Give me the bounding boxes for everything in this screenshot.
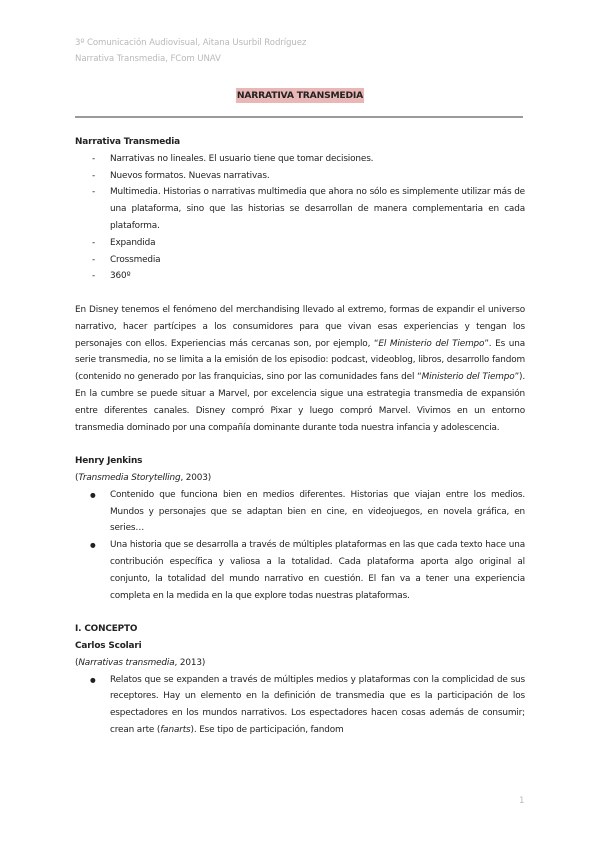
list-item: - 360º — [75, 268, 525, 285]
list-item — [75, 672, 525, 739]
citation-title: Narrativas transmedia — [78, 657, 175, 668]
header-author-line: 3º Comunicación Audiovisual, Aitana Usurbil Rodríguez — [75, 38, 307, 48]
spacer — [75, 436, 525, 453]
spacer — [75, 604, 525, 621]
italic-title: El Ministerio del Tiempo — [378, 338, 485, 349]
header-course-line: Narrativa Transmedia, FCom UNAV — [75, 54, 221, 64]
section-heading-concepto: I. CONCEPTO — [75, 624, 138, 635]
document-title: NARRATIVA TRANSMEDIA — [236, 90, 364, 101]
list-item: - Multimedia. Historias o narrativas multimedia que ahora no sólo es simplemente utilizar más de una plataforma, sino que las historias se desarrollan de manera complementaria en cada plataforma. — [75, 184, 525, 234]
italic-term: fanarts — [160, 724, 191, 735]
page-header — [75, 35, 306, 67]
subheading-carlos-scolari: Carlos Scolari — [75, 640, 142, 651]
list-item: ● Contenido que funciona bien en medios diferentes. Historias que viajan entre los medios. Mundos y personajes que se adaptan bien en cine, en videojuegos, en novela gráfica, en series… — [75, 487, 525, 537]
list-item: - Narrativas no lineales. El usuario tiene que tomar decisiones. — [75, 151, 525, 168]
list-item: - Nuevos formatos. Nuevas narrativas. — [75, 168, 525, 185]
citation-year: , 2013) — [174, 657, 206, 668]
paragraph-text: ”. Es una serie transmedia, no se limita a la emisión de los episodio: podcast, videoblog, libros, desarrollo fandom (contenido no generado por las franquicias, sino por las comunidades fans del “ — [75, 338, 525, 383]
bullet-list — [75, 487, 525, 605]
list-item: - Crossmedia — [75, 252, 525, 269]
list-item-text: Relatos que se expanden a través de múltiples medios y plataformas con la complicidad de sus receptores. Hay un elemento en la definición de transmedia que es la participación de los espectadores en los mundos narrativos. Los espectadores hacen cosas además de consumir; crean arte ( — [110, 674, 525, 735]
horizontal-rule — [75, 116, 523, 118]
italic-title: Ministerio del Tiempo — [421, 372, 515, 383]
list-item-text: ). Ese tipo de participación, fandom — [190, 724, 344, 735]
citation — [75, 470, 525, 487]
paragraph-text: En Disney tenemos el fenómeno del merchandising llevado al extremo, formas de expandir el universo narrativo, hacer partícipes a los consumidores para que vivan esas experiencias y tengan los personajes con ellos. Experiencias más cercanas son, por ejemplo, “ — [75, 304, 525, 349]
section-heading-narrativa-transmedia: Narrativa Transmedia — [75, 137, 181, 147]
citation-year: , 2003) — [180, 472, 212, 483]
section-heading-henry-jenkins: Henry Jenkins — [75, 456, 143, 467]
document-body — [75, 134, 525, 739]
spacer — [75, 285, 525, 302]
citation-paren: ( — [75, 657, 79, 668]
dash-list — [75, 151, 525, 285]
title-container — [0, 83, 600, 103]
page-number: 1 — [519, 796, 525, 806]
citation-paren: ( — [75, 472, 79, 483]
citation — [75, 655, 525, 672]
paragraph-disney — [75, 302, 525, 436]
paragraph-text: ”). En la cumbre se puede situar a Marvel, por excelencia sigue una estrategia transmedia de expansión entre diferentes canales. Disney compró Pixar y luego compró Marvel. Vivimos en un entorno transmedia dominado por una compañía dominante durante toda nuestra infancia y adolescencia. — [75, 372, 525, 433]
list-item: ● Una historia que se desarrolla a través de múltiples plataformas en las que cada texto hace una contribución específica y valiosa a la totalidad. Cada plataforma aporta algo original al conjunto, la totalidad del mundo narrativo en cuestión. El fan va a tener una experiencia completa en la medida en la que explore todas nuestras plataformas. — [75, 537, 525, 604]
citation-title: Transmedia Storytelling — [78, 472, 181, 483]
list-item: - Expandida — [75, 235, 525, 252]
bullet-list — [75, 672, 525, 739]
